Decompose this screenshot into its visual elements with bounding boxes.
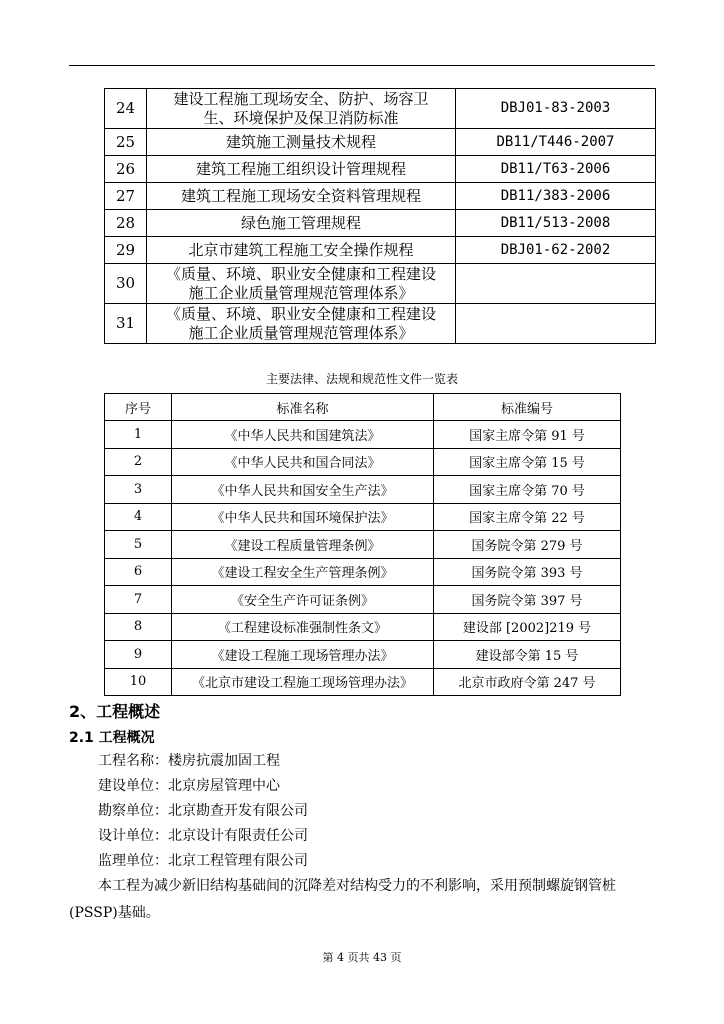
standard-name [147, 89, 456, 129]
law-code: 国务院令第 393 号 [434, 558, 621, 586]
standard-name-line: 北京市建筑工程施工安全操作规程 [188, 240, 414, 259]
row-number: 31 [105, 304, 147, 344]
standard-code: DB11/513-2008 [456, 210, 656, 237]
table-row [105, 264, 656, 304]
row-number: 9 [105, 641, 172, 669]
header-rule [69, 65, 655, 66]
law-name: 《安全生产许可证条例》 [172, 586, 434, 614]
table-row [105, 448, 621, 476]
standard-code [456, 264, 656, 304]
standard-name [147, 304, 456, 344]
row-number: 5 [105, 531, 172, 559]
table-row [105, 304, 656, 344]
construction-unit: 建设单位：北京房屋管理中心 [98, 778, 280, 794]
standard-name-line: 绿色施工管理规程 [240, 213, 361, 232]
standard-name-line: 《质量、环境、职业安全健康和工程建设 [165, 264, 436, 283]
row-number: 3 [105, 476, 172, 504]
law-name: 《北京市建设工程施工现场管理办法》 [172, 668, 434, 696]
law-code: 国家主席令第 22 号 [434, 503, 621, 531]
standard-name-line: 《质量、环境、职业安全健康和工程建设 [165, 304, 436, 323]
law-code: 国家主席令第 70 号 [434, 476, 621, 504]
row-number: 28 [105, 210, 147, 237]
survey-unit: 勘察单位：北京勘查开发有限公司 [98, 803, 308, 819]
table-caption: 主要法律、法规和规范性文件一览表 [265, 372, 458, 386]
table-row [105, 613, 621, 641]
law-name: 《中华人民共和国建筑法》 [172, 421, 434, 449]
standard-code: DB11/T63-2006 [456, 156, 656, 183]
law-code: 建设部令第 15 号 [434, 641, 621, 669]
table-row [105, 641, 621, 669]
standard-code: DB11/383-2006 [456, 183, 656, 210]
law-code: 国务院令第 279 号 [434, 531, 621, 559]
table-row [105, 210, 656, 237]
standard-code: DBJ01-62-2002 [456, 237, 656, 264]
law-name: 《建设工程质量管理条例》 [172, 531, 434, 559]
law-code: 国务院令第 397 号 [434, 586, 621, 614]
row-number: 10 [105, 668, 172, 696]
law-code: 北京市政府令第 247 号 [434, 668, 621, 696]
section-heading: 2、工程概述 [69, 702, 161, 721]
row-number: 8 [105, 613, 172, 641]
standard-name [147, 264, 456, 304]
law-code: 国家主席令第 91 号 [434, 421, 621, 449]
law-name: 《中华人民共和国环境保护法》 [172, 503, 434, 531]
table-header-row [105, 394, 621, 421]
standard-name-line: 施工企业质量管理规范管理体系》 [188, 283, 414, 302]
row-number: 6 [105, 558, 172, 586]
row-number: 24 [105, 89, 147, 129]
design-unit: 设计单位：北京设计有限责任公司 [98, 828, 308, 844]
standard-code: DB11/T446-2007 [456, 129, 656, 156]
row-number: 1 [105, 421, 172, 449]
standard-name-line: 生、环境保护及保卫消防标准 [203, 108, 399, 127]
row-number: 4 [105, 503, 172, 531]
standard-code [456, 304, 656, 344]
header-number: 序号 [105, 394, 172, 421]
law-code: 建设部 [2002]219 号 [434, 613, 621, 641]
supervision-unit: 监理单位：北京工程管理有限公司 [98, 853, 308, 869]
law-name: 《中华人民共和国安全生产法》 [172, 476, 434, 504]
standards-table-continued [104, 88, 656, 344]
law-code: 国家主席令第 15 号 [434, 448, 621, 476]
standard-name [147, 210, 456, 237]
header-code: 标准编号 [434, 394, 621, 421]
standard-name-line: 建设工程施工现场安全、防护、场容卫 [173, 89, 429, 108]
table-row [105, 156, 656, 183]
header-name: 标准名称 [172, 394, 434, 421]
standard-name-line: 建筑工程施工现场安全资料管理规程 [180, 186, 421, 205]
table-row [105, 237, 656, 264]
table-row [105, 129, 656, 156]
table-row [105, 531, 621, 559]
table-row [105, 586, 621, 614]
standard-name [147, 129, 456, 156]
table-row [105, 183, 656, 210]
subsection-heading: 2.1 工程概况 [69, 730, 155, 746]
row-number: 27 [105, 183, 147, 210]
table-row [105, 476, 621, 504]
row-number: 7 [105, 586, 172, 614]
row-number: 29 [105, 237, 147, 264]
row-number: 25 [105, 129, 147, 156]
law-name: 《建设工程施工现场管理办法》 [172, 641, 434, 669]
table-row [105, 89, 656, 129]
law-name: 《建设工程安全生产管理条例》 [172, 558, 434, 586]
standard-name-line: 建筑施工测量技术规程 [225, 132, 376, 151]
law-name: 《工程建设标准强制性条文》 [172, 613, 434, 641]
project-name: 工程名称：楼房抗震加固工程 [98, 753, 280, 769]
laws-regulations-table [104, 393, 621, 696]
standard-name-line: 建筑工程施工组织设计管理规程 [195, 159, 406, 178]
table-row [105, 421, 621, 449]
standard-code: DBJ01-83-2003 [456, 89, 656, 129]
table-row [105, 668, 621, 696]
standard-name [147, 156, 456, 183]
table-row [105, 558, 621, 586]
project-description: 本工程为减少新旧结构基础间的沉降差对结构受力的不利影响，采用预制螺旋钢管桩(PSSP)基础。 [69, 878, 616, 921]
table-row [105, 503, 621, 531]
standard-name-line: 施工企业质量管理规范管理体系》 [188, 323, 414, 342]
row-number: 26 [105, 156, 147, 183]
law-name: 《中华人民共和国合同法》 [172, 448, 434, 476]
page-footer: 第 4 页共 43 页 [322, 951, 402, 964]
standard-name [147, 183, 456, 210]
row-number: 30 [105, 264, 147, 304]
standard-name [147, 237, 456, 264]
row-number: 2 [105, 448, 172, 476]
